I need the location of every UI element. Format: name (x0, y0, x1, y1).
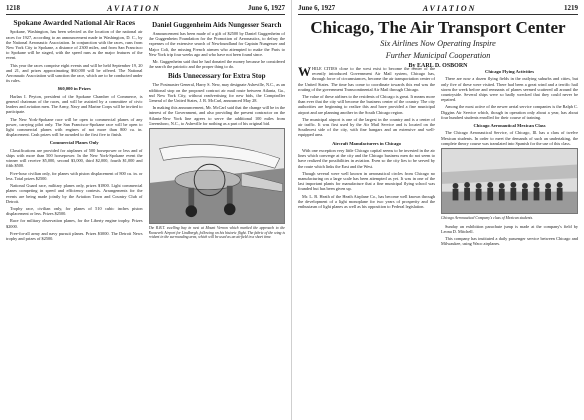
paragraph: Harlan I. Peyton, president of the Spokane Chamber of Commerce, is general chairman of the races, and will be assisted by a committee of civic leaders and aviation men. The Army, Navy and Marine Corps will be invited to participate. (6, 93, 143, 115)
paragraph: This company has instituted a daily passenger service between Chicago and Milwaukee, using Waco airplanes. (441, 235, 578, 247)
headline-spokane: Spokane Awarded National Air Races (13, 18, 136, 27)
left-header-rule (6, 14, 285, 15)
article-subtitle-line-2: Further Municipal Cooperation (385, 50, 491, 60)
class-photo-illustration (442, 149, 577, 213)
right-column-1 (298, 66, 435, 418)
drop-cap: W (298, 66, 311, 79)
photo-caption: The R.B.T. swelling bay in nest at Mount Vernon which marked the approach to the Roosevelt Airport for Lindbergh, following on his historic flight. The fabric of the wing is evident in the surrounding area, which will be used as an airfield in a short time. (148, 226, 285, 240)
class-photo (441, 148, 578, 214)
right-magazine-name: AVIATION (422, 3, 477, 13)
opening-paragraph (298, 66, 435, 92)
paragraph: Trophy race, civilian only, for planes of 510 cubic inches piston displacement or less. Prizes $2500. (6, 205, 143, 217)
left-page-number: 1218 (6, 4, 20, 12)
left-running-header (6, 3, 285, 13)
left-magazine-name: AVIATION (107, 3, 161, 13)
headline-guggenheim: Daniel Guggenheim Aids Nungesser Search (152, 21, 282, 29)
paragraph: Race for military observation planes, for the Liberty engine trophy. Prizes $2000. (6, 218, 143, 229)
paragraph: This year the races comprise eight events and will be held September 19, 20 and 21, and prizes approximating $60,000 will be offered. The National Aeronautic Association will sanction the race, which are to be conducted under its rules. (6, 62, 143, 84)
headline-bids: Bids Unnecessary for Extra Stop (168, 72, 266, 81)
left-column-1 (6, 18, 143, 418)
paragraph: Free-for-all army and navy pursuit planes. Prizes $3000. The Detroit News trophy and prizes of $2500. (6, 230, 143, 241)
airplane-photo (149, 128, 286, 224)
article-title: Chicago, The Air Transport Center (310, 18, 566, 37)
right-header-rule (298, 14, 578, 15)
article-subtitle-line-1: Six Airlines Now Operating Inspire (380, 39, 496, 48)
paragraph: With one exception very little Chicago capital seems to be invested in the air lines which converge at the city and the Chicago business men do not seem to have realized the possibilities in aviation. Even so the city lies to be served by the route which links the East and the West. (298, 148, 435, 169)
paragraph: The New York-Spokane race will be open to commercial planes of any power, carrying pilot only. The San Francisco-Spokane race will be open to light commercial planes with engines of not more than 800 cu. in. displacement. Cash prizes will be awarded to the first five to finish. (6, 116, 143, 138)
subhead-flying-activities: Chicago Flying Activities (485, 69, 534, 74)
left-columns (6, 18, 285, 418)
paragraph: There are now a dozen flying fields in the outlying suburbs and cities, but only five of these were visited. There had been a great wind and a terrific hail storm the week before and remnants of planes seemed scattered all around the countryside. Several ships were so badly wrecked that they could never be repaired. (441, 76, 578, 103)
left-column-2 (149, 18, 286, 418)
subhead-manufacturers: Aircraft Manufacturers in Chicago (332, 140, 401, 146)
subhead-prizes: $60,000 in Prizes (57, 86, 91, 92)
right-page (292, 0, 584, 420)
right-columns (298, 66, 578, 418)
paragraph: Mr. L. B. Heath of the Heath Airplane Co., has become well known through the development of a light monoplane for two years of prosperity and the enthusiasm of light planes as well as his opposition to Federal legislation. (298, 193, 435, 210)
paragraph: Announcement has been made of a gift of $2500 by Daniel Guggenheim of the Guggenheim Foundation for the Promotion of Aeronautics, to defray the expenses of the extensive search of Newfoundland for Captain Nungesser and Major Coli, the missing French airmen who attempted to make the Paris to New York trip four weeks ago and who have not been found since. (148, 31, 285, 57)
paragraph: The value of these airlines to the residents of Chicago is great. It means more than ever that the city will become the business center of the country. The city authorities are beginning to realize this and have provided a fine municipal airport and are planning another in the South Chicago region. (298, 94, 435, 115)
paragraph: The Chicago Aeronautical Service, of Chicago, Ill. has a class of twelve Mexican students. In order to meet the demands of such an undertaking, the complete theory course was translated into Spanish for the use of this class. (441, 130, 578, 146)
airplane-photo-illustration (150, 129, 285, 223)
subhead-commercial: Commercial Planes Only (49, 140, 99, 146)
right-date: June 6, 1927 (298, 4, 336, 12)
right-page-number: 1219 (563, 4, 578, 12)
article-byline: By EARL D. OSBORN (408, 63, 468, 70)
opening-text: HILE CITIES close to the west exist to become the center of the recently introduced Government Air Mail system, Chicago has, through force of circumstances, become the air transportation center of the United States. The time has come to coordinate towards this end was the routing of the government Transcontinental Air Mail through Chicago. (298, 66, 435, 92)
class-photo-caption: Chicago Aeronautical Company's class of Mexican students. (441, 216, 534, 221)
paragraph: Five-hour civilian only, for planes with piston displacement of 800 cu. in. or less. Total prizes $2500. (6, 170, 143, 181)
paragraph: National Guard race, military planes only, prizes $1800. Light commercial planes competing in speed and efficiency contests. Arrangements for the events are being made jointly by the Aviation Town and Country Club of Detroit. (6, 183, 143, 204)
paragraph: Sunday an exhibition parachute jump is made at the company's field by Leona D. Mitchell. (441, 223, 578, 234)
paragraph: The municipal airport is one of the largest in the country and is a center of air traffic. It was first used by the Air Mail Service and is located on the Southwest side of the city, with fine hangars and an extensive and well-equipped area. (298, 116, 435, 138)
paragraph: In making this announcement, Mr. McCarl said that the change will be in the interest of the Government, and also providing the present contractor on the Atlanta-New York line agrees to serve the additional 100 miles from Greensboro, N.C., to Asheville for nothing as a part of his original bid. (148, 105, 285, 126)
subhead-mexican-class: Chicago Aeronautical Mexican Class (473, 123, 546, 129)
paragraph: Mr. Guggenheim said that he had donated the money because he considered the search the patriotic and the proper thing to do. (148, 59, 285, 70)
left-date: June 6, 1927 (247, 4, 285, 12)
paragraph: Among the most active of the newer aerial service companies is the Ralph C. Diggins Air Service which, though in operation only about a year, has about four hundred students enrolled for their course of training. (441, 104, 578, 120)
right-column-2 (441, 66, 578, 418)
paragraph: Classifications are provided for airplanes of 500 horsepower or less and of ships with more than 500 horsepower. In the New York-Spokane event the winner will receive $5,000, second $3,000, third $2,000, fourth $1,000 and fifth $500. (6, 147, 143, 169)
paragraph: Though several were well known in aeronautical circles from Chicago no manufacturing on a large scale has been attempted as yet. It was in one of the last important plants for manufacture that a fine municipal flying school was founded but has been given up. (298, 170, 435, 192)
paragraph: Spokane, Washington, has been selected as the location of the national air races for 1927, according to an announcement made in Washington, D. C., by the National Aeronautic Association. In conjunction with the races, runs from New York City to Spokane, a distance of 2300 miles, and from San Francisco to Spokane will be staged, with the speed runs as the major features of the event. (6, 29, 143, 61)
right-running-header (298, 3, 578, 13)
article-title-block (298, 18, 578, 70)
paragraph: The Postmaster General, Harry S. New, may designate Asheville, N.C., as an additional stop on the proposed contract air mail route between Atlanta, Ga., and New York City, without readvertising for new bids, the Comptroller General of the United States, J. R. McCarl, announced May 28. (148, 82, 285, 104)
